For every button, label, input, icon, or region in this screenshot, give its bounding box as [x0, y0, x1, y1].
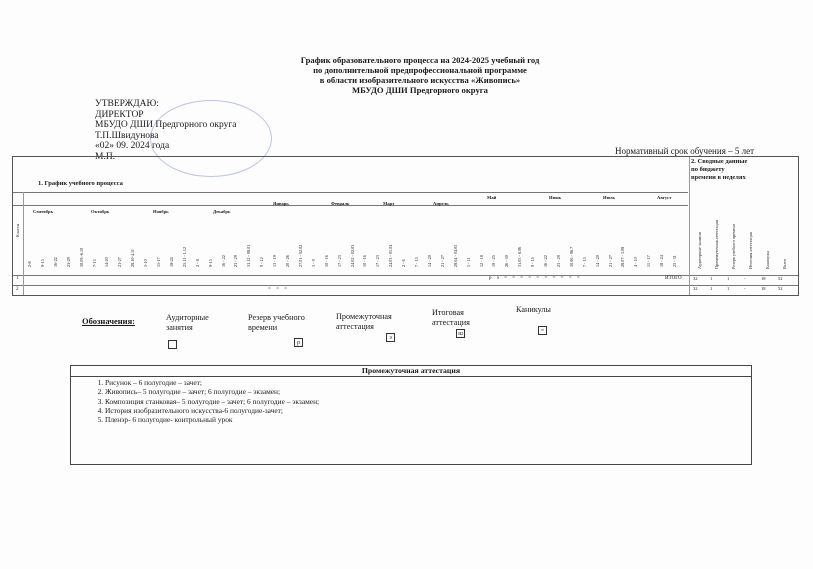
- week-label: 30.06 - 06.7: [568, 246, 574, 267]
- legend-label: Аудиторные занятия: [166, 313, 209, 332]
- summary-value: 32: [693, 276, 698, 281]
- week-label: 23 - 29: [233, 255, 239, 267]
- week-label: 27.01 - 02.02: [297, 244, 303, 267]
- section2-title: [691, 158, 747, 182]
- week-label: 30.09.-6.10: [78, 247, 84, 267]
- week-label: 9 - 12: [259, 257, 265, 267]
- legend-heading: Обозначения:: [82, 316, 136, 326]
- week-label: 17 - 23: [375, 255, 381, 267]
- week-label: 14-20: [104, 257, 110, 267]
- legend-box: [168, 340, 177, 349]
- itogo-label: ИТОГО: [665, 276, 682, 281]
- week-label: 18-24: [168, 257, 174, 267]
- week-label: 21 - 27: [439, 255, 445, 267]
- month-label: Февраль: [331, 201, 350, 206]
- section2-line: по бюджету: [691, 166, 725, 173]
- week-label: 28.04 - 04.05: [452, 244, 458, 267]
- approval-line: ДИРЕКТОР: [95, 109, 144, 120]
- summary-value: 1: [727, 276, 730, 281]
- week-label: 5-10: [143, 259, 149, 267]
- list-item: 3. Композиция станковая– 5 полугодие – зачет; 6 полугодие – экзамен;: [105, 397, 319, 406]
- list-item: 1. Рисунок – 6 полугодие – зачет;: [105, 378, 319, 387]
- week-label: 16 - 22: [543, 255, 548, 267]
- document-title: [180, 55, 660, 95]
- row-marks: = = =: [268, 287, 289, 292]
- section2-line: 2. Сводные данные: [691, 158, 748, 165]
- summary-value: 18: [761, 286, 766, 291]
- week-label: 28.07 - 3.08: [620, 246, 626, 267]
- course-number: 2: [16, 287, 19, 292]
- week-label: 19 - 25: [491, 255, 497, 267]
- title-line: в области изобразительного искусства «Живопись»: [319, 75, 521, 85]
- attestation-box: [70, 365, 752, 465]
- approval-line: Т.П.Швидунова: [95, 130, 159, 141]
- schedule-table: [12, 156, 799, 296]
- study-term: Нормативный срок обучения – 5 лет: [615, 146, 755, 156]
- approval-line: М.П.: [95, 151, 116, 162]
- list-item: 5. Пленэр- 6 полугодие- контрольный урок: [105, 415, 319, 424]
- week-label: 7-13: [91, 259, 97, 267]
- month-label: Январь: [273, 201, 289, 206]
- week-label: 18 - 24: [659, 255, 665, 267]
- week-label: 31.05 - 8.06: [517, 246, 523, 267]
- week-label: 21 - 27: [607, 255, 613, 267]
- title-line: График образовательного процесса на 2024-2025 учебный год: [300, 55, 540, 65]
- summary-header: Аудиторные занятия: [697, 232, 702, 269]
- week-label: 24.03 - 01.04: [388, 244, 394, 267]
- week-label: 31.12 - 08.01: [246, 244, 252, 267]
- week-label: 14 - 20: [594, 255, 600, 267]
- week-label: 16 - 22: [220, 255, 226, 267]
- week-label: 4 - 10: [633, 257, 639, 267]
- week-label: 20 - 26: [285, 255, 290, 267]
- month-label: Июнь: [549, 195, 562, 200]
- week-label: 16-22: [52, 257, 58, 267]
- summary-value: 1: [710, 286, 713, 291]
- approval-line: «02» 09. 2024 года: [95, 141, 170, 152]
- week-label: 9 - 15: [530, 257, 536, 267]
- month-label: Август: [657, 195, 672, 200]
- summary-value: 52: [778, 286, 783, 291]
- summary-header: Всего: [782, 258, 787, 269]
- course-number: 1: [16, 276, 19, 281]
- week-label: 11-17: [156, 257, 161, 267]
- approval-line: УТВЕРЖДАЮ:: [95, 99, 159, 109]
- week-label: 14 - 20: [426, 255, 432, 267]
- summary-value: 32: [693, 286, 698, 291]
- attestation-title: Промежуточная аттестация: [71, 366, 751, 377]
- row-marks: р э = = = = = = = = = =: [489, 276, 582, 281]
- month-label: Ноябрь: [153, 209, 169, 214]
- week-label: 21-27: [117, 257, 123, 267]
- summary-header: Итоговая аттестация: [748, 232, 753, 269]
- week-label: 23 - 29: [555, 255, 561, 267]
- month-label: Май: [487, 195, 497, 200]
- legend-box: =: [538, 326, 547, 335]
- course-label: Классы: [15, 223, 20, 237]
- week-label: 23-29: [65, 257, 71, 267]
- month-label: Сентябрь: [33, 209, 54, 214]
- section2-line: времени в неделях: [691, 174, 746, 181]
- summary-header: Каникулы: [765, 251, 770, 269]
- week-label: 25.11 - 1.12: [181, 246, 187, 267]
- week-label: 28.10-4.11: [130, 249, 136, 267]
- week-label: 13 - 19: [272, 255, 278, 267]
- week-label: 10 - 16: [362, 255, 368, 267]
- month-label: Июль: [603, 195, 615, 200]
- summary-value: -: [744, 286, 746, 291]
- week-label: 3 - 9: [310, 259, 316, 267]
- week-label: 12 - 18: [478, 255, 484, 267]
- week-label: 9-15: [39, 259, 45, 267]
- week-label: 5 - 11: [465, 257, 471, 267]
- title-line: по дополнительной предпрофессиональной программе: [313, 65, 527, 75]
- week-label: 2 - 8: [194, 259, 200, 267]
- week-label: 25 - 31: [672, 255, 677, 267]
- section1-title: 1. График учебного процесса: [38, 180, 123, 187]
- week-label: 26 - 30: [504, 255, 510, 267]
- week-label: 10 - 16: [323, 255, 329, 267]
- list-item: 2. Живопись– 5 полугодие – зачет; 6 полугодие – экзамен;: [105, 387, 319, 396]
- summary-value: -: [744, 276, 746, 281]
- legend-label: Резерв учебного времени: [248, 313, 305, 332]
- month-label: Апрель: [433, 201, 449, 206]
- title-line: МБУДО ДШИ Предгорного округа: [352, 85, 488, 95]
- legend-label: Промежуточная аттестация: [336, 312, 392, 331]
- approval-block: [95, 99, 237, 163]
- week-label: 7 - 13: [414, 257, 419, 267]
- approval-line: МБУДО ДШИ Предгорного округа: [95, 120, 237, 131]
- legend-box: ш: [456, 329, 465, 338]
- month-label: Декабрь: [213, 209, 231, 214]
- week-label: 17 - 23: [336, 255, 342, 267]
- month-label: Октябрь: [91, 209, 110, 214]
- week-label: 9-15: [207, 259, 213, 267]
- week-label: 7 - 13: [581, 257, 587, 267]
- legend-label: Итоговая аттестация: [432, 308, 470, 327]
- month-label: Март: [383, 201, 395, 206]
- summary-value: 18: [761, 276, 766, 281]
- summary-value: 52: [778, 276, 783, 281]
- summary-value: 1: [727, 286, 730, 291]
- legend-label: Каникулы: [516, 305, 551, 314]
- attestation-list: [91, 378, 319, 424]
- week-label: 24.02 - 02.03: [349, 244, 355, 267]
- legend-box: э: [386, 333, 395, 342]
- legend-box: р: [294, 338, 303, 347]
- list-item: 4. История изобразительного искусства-6 полугодие-зачет;: [105, 406, 319, 415]
- summary-value: 1: [710, 276, 713, 281]
- summary-header: Резерв учебного времени: [731, 223, 736, 269]
- week-label: 2 - 6: [401, 259, 407, 267]
- summary-header: Промежуточная аттестация: [714, 220, 719, 269]
- week-label: 2-8: [27, 261, 32, 267]
- week-label: 11 - 17: [646, 255, 652, 267]
